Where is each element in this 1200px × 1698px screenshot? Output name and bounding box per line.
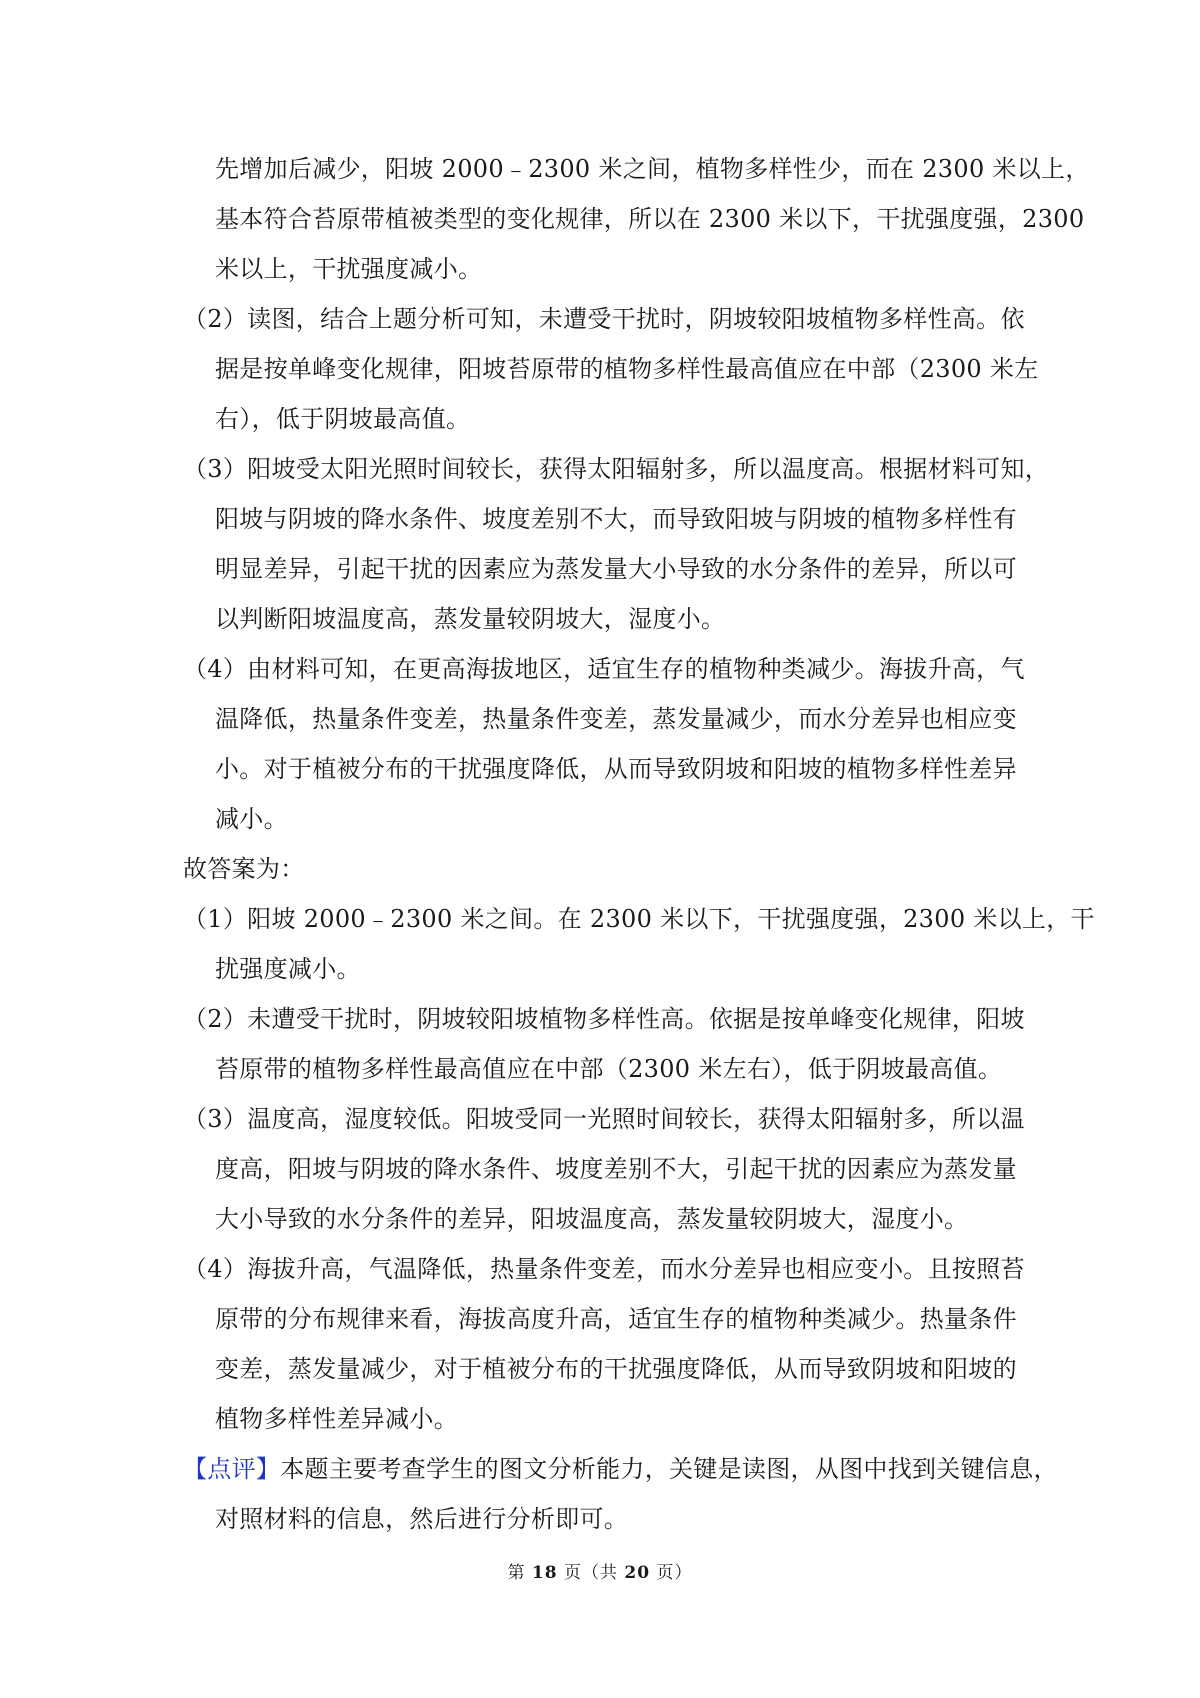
page-footer (0, 1558, 1200, 1583)
answer-4 (183, 1244, 1023, 1444)
text-line: 米以上，干扰强度减小。 (215, 255, 483, 283)
analysis-paragraph-3 (183, 444, 1050, 644)
footer-prefix: 第 (507, 1563, 532, 1583)
text-line: 原带的分布规律来看，海拔高度升高，适宜生存的植物种类减少。热量条件 (215, 1305, 1017, 1333)
text-line: （2）读图，结合上题分析可知，未遭受干扰时，阴坡较阳坡植物多样性高。依 (183, 305, 1025, 333)
answer-heading: 故答案为： (183, 855, 305, 883)
current-page-number: 18 (531, 1563, 558, 1583)
answer-3 (183, 1094, 1023, 1244)
analysis-paragraph-1-continued (183, 144, 1090, 294)
comment-text: 本题主要考查学生的图文分析能力，关键是读图，从图中找到关键信息， (280, 1455, 1058, 1483)
page-content (183, 144, 1095, 1544)
total-page-count: 20 (624, 1563, 651, 1583)
text-line: 对照材料的信息，然后进行分析即可。 (215, 1505, 629, 1533)
text-line: （3）阳坡受太阳光照时间较长，获得太阳辐射多，所以温度高。根据材料可知， (183, 455, 1050, 483)
text-line: 植物多样性差异减小。 (215, 1405, 458, 1433)
text-line: 大小导致的水分条件的差异，阳坡温度高，蒸发量较阴坡大，湿度小。 (215, 1205, 969, 1233)
answer-1 (183, 894, 1095, 994)
text-line: 温降低，热量条件变差，热量条件变差，蒸发量减少，而水分差异也相应变 (215, 705, 1017, 733)
text-line: 先增加后减少，阳坡 2000﹣2300 米之间，植物多样性少，而在 2300 米以上， (215, 155, 1090, 183)
text-line: 右），低于阴坡最高值。 (215, 405, 471, 433)
text-line: 基本符合苔原带植被类型的变化规律，所以在 2300 米以下，干扰强度强，2300 (215, 205, 1085, 233)
text-line: 明显差异，引起干扰的因素应为蒸发量大小导致的水分条件的差异，所以可 (215, 555, 1017, 583)
text-line: （4）由材料可知，在更高海拔地区，适宜生存的植物种类减少。海拔升高，气 (183, 655, 1025, 683)
text-line: 苔原带的植物多样性最高值应在中部（2300 米左右），低于阴坡最高值。 (215, 1055, 1003, 1083)
text-line: 扰强度减小。 (215, 955, 361, 983)
analysis-paragraph-2 (183, 294, 1039, 444)
footer-suffix: 页） (650, 1563, 693, 1583)
analysis-paragraph-4 (183, 644, 1023, 844)
comment-block (183, 1444, 1058, 1544)
text-line: 度高，阳坡与阴坡的降水条件、坡度差别不大，引起干扰的因素应为蒸发量 (215, 1155, 1017, 1183)
answer-2 (183, 994, 1023, 1094)
text-line: （4）海拔升高，气温降低，热量条件变差，而水分差异也相应变小。且按照苔 (183, 1255, 1025, 1283)
text-line: （2）未遭受干扰时，阴坡较阳坡植物多样性高。依据是按单峰变化规律，阳坡 (183, 1005, 1025, 1033)
text-line: 据是按单峰变化规律，阳坡苔原带的植物多样性最高值应在中部（2300 米左 (215, 355, 1039, 383)
text-line: （3）温度高，湿度较低。阳坡受同一光照时间较长，获得太阳辐射多，所以温 (183, 1105, 1025, 1133)
text-line: 变差，蒸发量减少，对于植被分布的干扰强度降低，从而导致阴坡和阳坡的 (215, 1355, 1017, 1383)
footer-middle: 页（共 (557, 1563, 625, 1583)
comment-label: 【点评】 (183, 1455, 281, 1483)
text-line: 阳坡与阴坡的降水条件、坡度差别不大，而导致阳坡与阴坡的植物多样性有 (215, 505, 1017, 533)
text-line: （1）阳坡 2000﹣2300 米之间。在 2300 米以下，干扰强度强，2300 米以上，干 (183, 905, 1095, 933)
text-line: 减小。 (215, 805, 288, 833)
text-line: 小。对于植被分布的干扰强度降低，从而导致阴坡和阳坡的植物多样性差异 (215, 755, 1017, 783)
comment-line (183, 1444, 1058, 1494)
text-line: 以判断阳坡温度高，蒸发量较阴坡大，湿度小。 (215, 605, 726, 633)
